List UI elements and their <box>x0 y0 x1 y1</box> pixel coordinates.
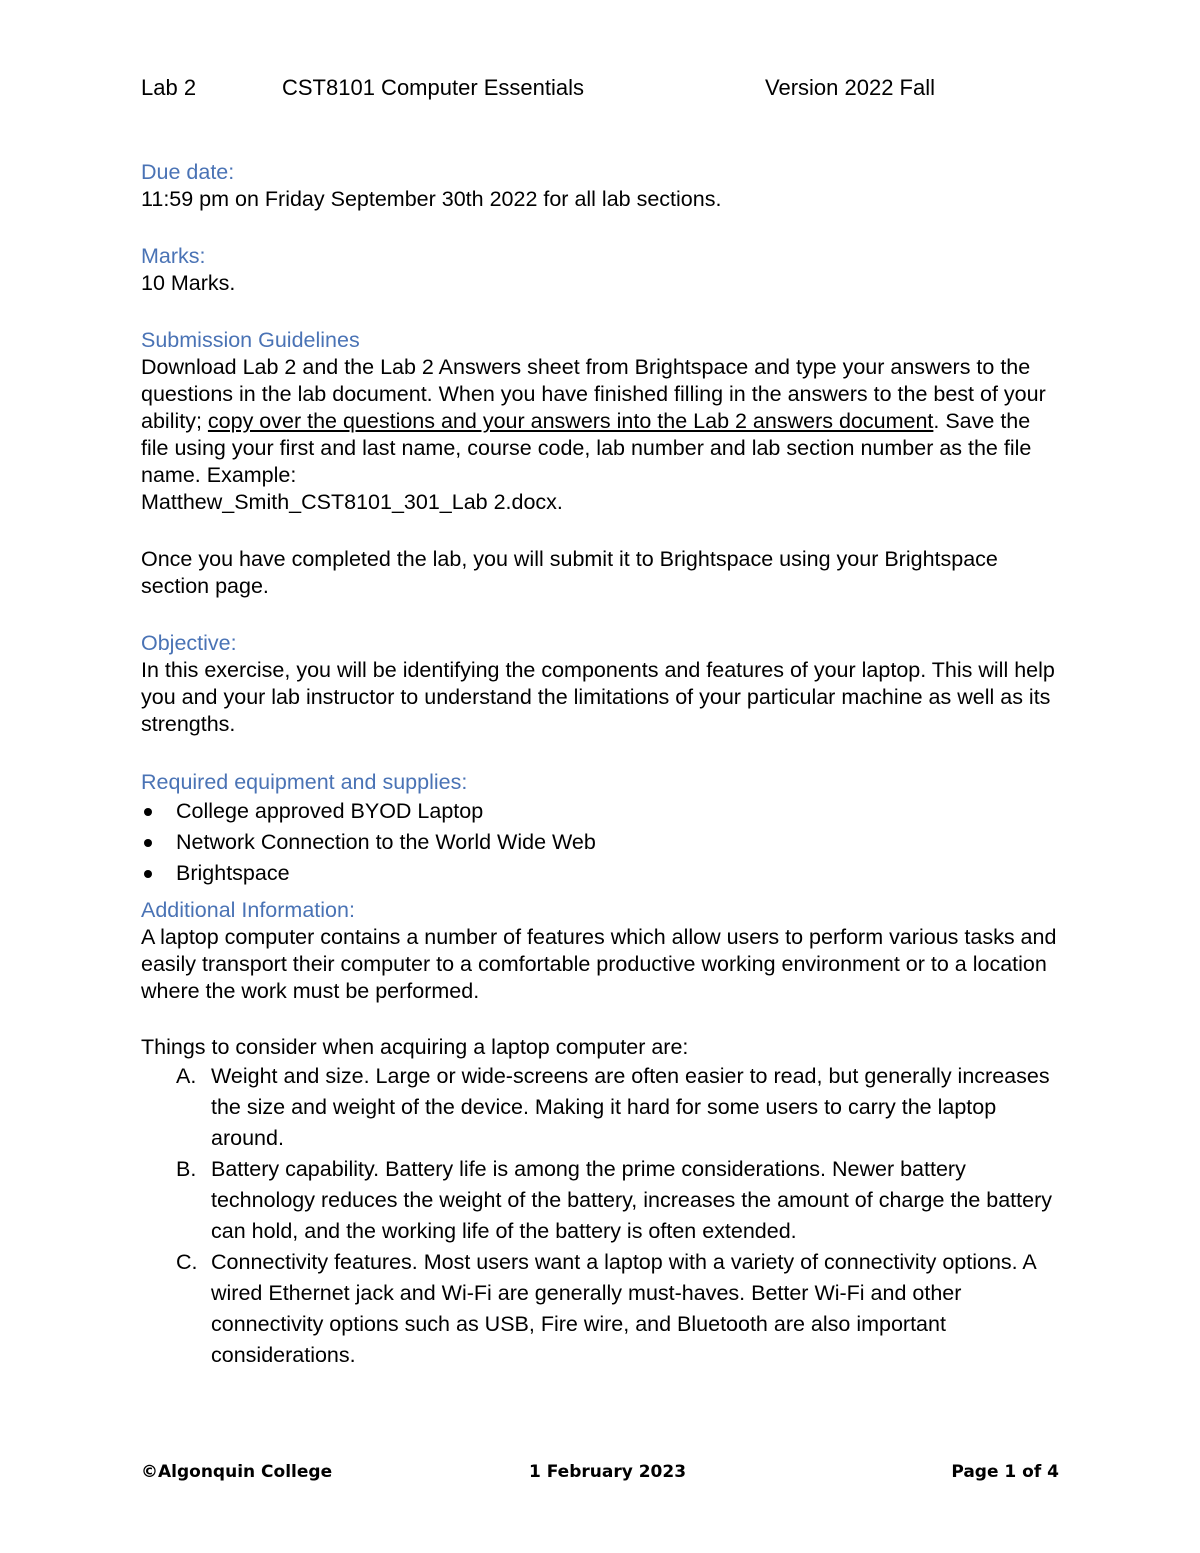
list-item-text: Battery capability. Battery life is among the prime considerations. Newer battery technology reduces the weight of the battery, increases the amount of charge the battery can hold, and the working life of the battery is often extended. <box>211 1157 1052 1243</box>
document-body <box>141 159 1061 1371</box>
list-item: Brightspace <box>141 858 1061 889</box>
marks-heading: Marks: <box>141 244 206 268</box>
submission-paragraph-2: Once you have completed the lab, you will submit it to Brightspace using your Brightspace section page. <box>141 547 998 598</box>
list-marker: B. <box>176 1157 197 1181</box>
submission-paragraph <box>141 354 1061 516</box>
page-footer <box>141 1460 1059 1484</box>
header-course: CST8101 Computer Essentials <box>282 75 585 100</box>
header-lab: Lab 2 <box>141 75 197 100</box>
list-item <box>141 1154 1061 1247</box>
submission-text-after: . Save the file using your first and last name, course code, lab number and lab section number as the file name. Example: <box>141 409 1032 487</box>
list-item <box>141 1247 1061 1371</box>
objective-text: In this exercise, you will be identifying the components and features of your laptop. This will help you and your lab instructor to understand the limitations of your particular machine as well as its strengths. <box>141 658 1055 736</box>
list-marker: C. <box>176 1250 198 1274</box>
objective-heading: Objective: <box>141 631 237 655</box>
list-item: College approved BYOD Laptop <box>141 796 1061 827</box>
submission-text-before: Download Lab 2 and the Lab 2 Answers sheet from Brightspace and type your answers to the questions in the lab document. When you have finished filling in the answers to the best of your ability; <box>141 355 1046 433</box>
list-marker: A. <box>176 1064 197 1088</box>
submission-underlined-text: copy over the questions and your answers into the Lab 2 answers document <box>207 409 934 433</box>
footer-page-number: Page 1 of 4 <box>951 1462 1059 1482</box>
list-item <box>141 1061 1061 1154</box>
submission-example: Matthew_Smith_CST8101_301_Lab 2.docx. <box>141 490 563 514</box>
submission-heading: Submission Guidelines <box>141 328 360 352</box>
considerations-list <box>141 1061 1061 1371</box>
list-item: Network Connection to the World Wide Web <box>141 827 1061 858</box>
additional-info-heading: Additional Information: <box>141 898 355 922</box>
due-date-text: 11:59 pm on Friday September 30th 2022 for all lab sections. <box>141 187 722 211</box>
marks-text: 10 Marks. <box>141 271 236 295</box>
footer-copyright: ©Algonquin College <box>141 1462 333 1482</box>
equipment-list <box>141 796 1061 889</box>
due-date-heading: Due date: <box>141 160 235 184</box>
considerations-intro: Things to consider when acquiring a laptop computer are: <box>141 1035 689 1059</box>
list-item-text: Connectivity features. Most users want a laptop with a variety of connectivity options. A wired Ethernet jack and Wi-Fi are generally must-haves. Better Wi-Fi and other connectivity options such as USB, Fire wire, and Bluetooth are also important considerations. <box>211 1250 1036 1367</box>
list-item-text: Weight and size. Large or wide-screens are often easier to read, but generally increases the size and weight of the device. Making it hard for some users to carry the laptop around. <box>211 1064 1050 1150</box>
header-version: Version 2022 Fall <box>765 75 935 100</box>
additional-info-text: A laptop computer contains a number of features which allow users to perform various tasks and easily transport their computer to a comfortable productive working environment or to a location where the work must be performed. <box>141 925 1057 1003</box>
equipment-heading: Required equipment and supplies: <box>141 770 468 794</box>
footer-date: 1 February 2023 <box>529 1462 687 1482</box>
